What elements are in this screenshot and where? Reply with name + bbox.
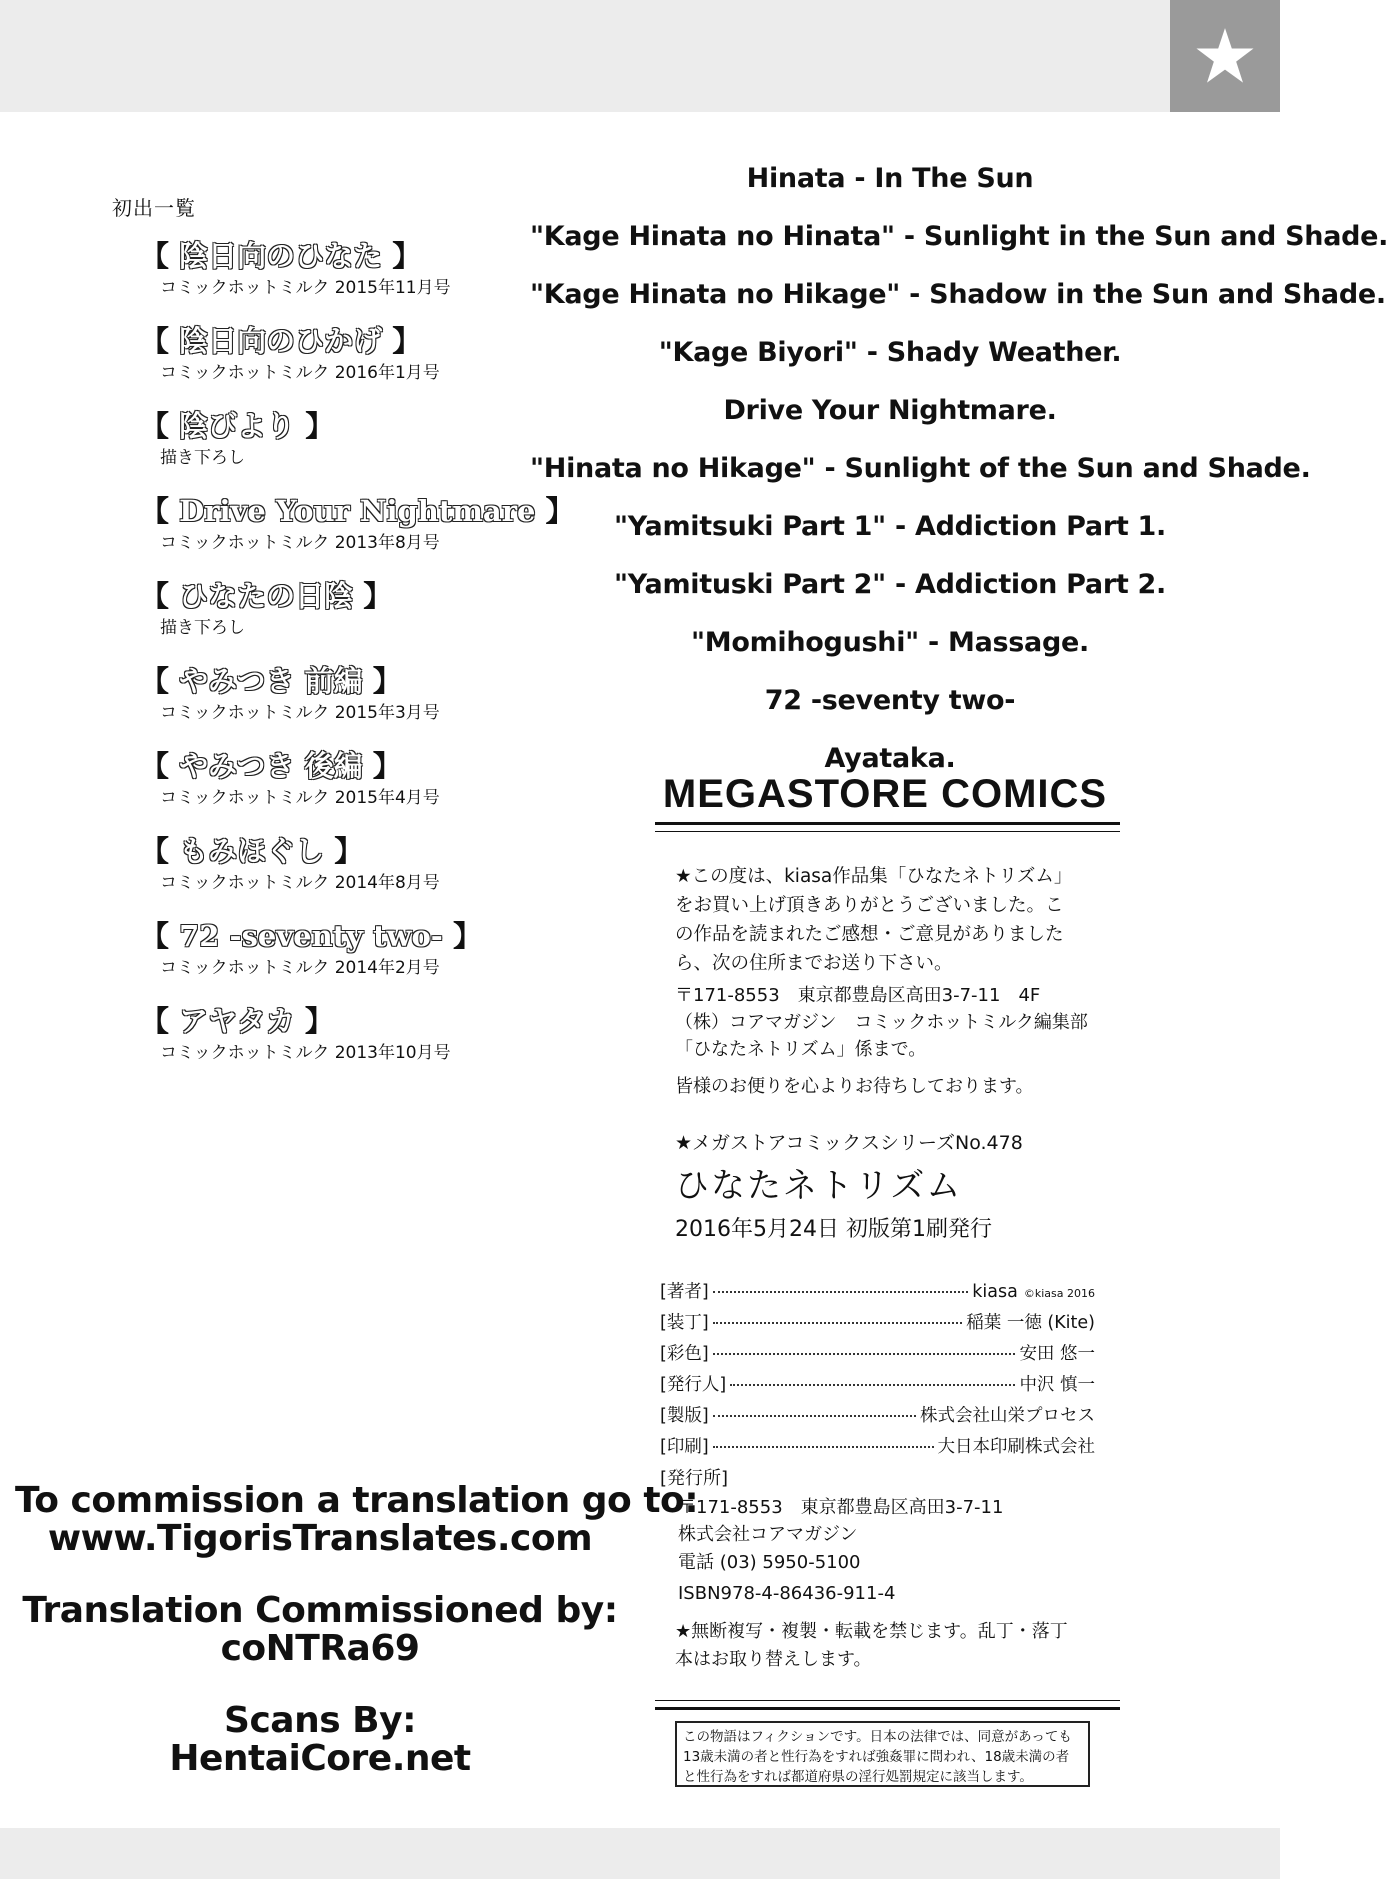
story-title-text: アヤタカ	[179, 1004, 295, 1038]
colophon-label: [彩色]	[660, 1344, 709, 1364]
bracket-open-icon: 【	[140, 324, 180, 358]
colophon-value	[1019, 1340, 1095, 1365]
fiction-notice	[675, 1721, 1090, 1787]
book-title: ひなたネトリズム	[675, 1166, 963, 1206]
star-icon	[1194, 25, 1256, 87]
copyright-warning	[675, 1618, 1105, 1674]
commission-url: www.TigorisTranslates.com	[47, 1518, 593, 1559]
story-title-text: 陰日向のひかげ	[179, 324, 383, 358]
commissioned-line: Translation Commissioned by:	[22, 1590, 618, 1631]
bracket-close-icon: 】	[324, 834, 364, 868]
fiction-line: この物語はフィクションです。日本の法律では、同意があっても	[683, 1729, 1072, 1745]
colophon-value	[938, 1433, 1096, 1458]
commissioner-name: coNTRa69	[220, 1628, 420, 1669]
translation-line: "Yamituski Part 2" - Addiction Part 2.	[613, 569, 1166, 600]
translation-line: Drive Your Nightmare.	[723, 395, 1057, 426]
story-title-text: ひなたの日陰	[179, 579, 354, 613]
bracket-close-icon: 】	[535, 494, 575, 528]
bracket-close-icon: 】	[294, 1004, 334, 1038]
story-source: コミックホットミルク 2015年3月号	[160, 703, 440, 723]
story-title-text: やみつき 前編	[179, 664, 363, 698]
bracket-close-icon: 】	[362, 664, 402, 698]
dot-leader	[730, 1384, 1015, 1386]
fiction-line: 13歳未満の者と性行為をすれば強姦罪に問われ、18歳未満の者	[683, 1749, 1070, 1765]
bottom-rule	[655, 1700, 1120, 1710]
bracket-open-icon: 【	[140, 494, 180, 528]
translation-line: "Momihogushi" - Massage.	[691, 627, 1089, 658]
colophon-label: [著者]	[660, 1282, 709, 1302]
story-source: コミックホットミルク 2013年8月号	[160, 533, 440, 553]
publisher-tel: 電話 (03) 5950-5100	[678, 1552, 861, 1573]
isbn: ISBN978-4-86436-911-4	[678, 1583, 896, 1604]
translation-line: "Kage Hinata no Hikage" - Shadow in the Sun and Shade.	[530, 279, 1386, 310]
publisher-label: [発行所]	[660, 1468, 729, 1489]
bracket-close-icon: 】	[382, 239, 422, 273]
story-title-text: やみつき 後編	[179, 749, 363, 783]
bracket-open-icon: 【	[140, 919, 180, 953]
bracket-close-icon: 】	[382, 324, 422, 358]
bracket-close-icon: 】	[353, 579, 393, 613]
translation-line: Ayataka.	[824, 743, 956, 774]
colophon-value-text: 安田 悠一	[1019, 1344, 1095, 1364]
bracket-open-icon: 【	[140, 579, 180, 613]
label-logo: MEGASTORE COMICS	[662, 772, 1108, 816]
thanks-message	[675, 862, 1125, 978]
bracket-open-icon: 【	[140, 1004, 180, 1038]
story-title-text: 陰びより	[179, 409, 296, 443]
story-title-text: 72 -seventy two-	[179, 919, 443, 953]
story-source: コミックホットミルク 2015年11月号	[160, 278, 451, 298]
colophon-row	[660, 1278, 1095, 1309]
colophon-row	[660, 1340, 1095, 1371]
bracket-open-icon: 【	[140, 409, 180, 443]
story-title	[140, 917, 632, 955]
colophon-value-text: 大日本印刷株式会社	[937, 1437, 1095, 1457]
dot-leader	[713, 1353, 1016, 1355]
waiting-message: 皆様のお便りを心よりお待ちしております。	[675, 1076, 1034, 1097]
colophon-value-text: 中沢 慎一	[1019, 1375, 1095, 1395]
thanks-line: をお買い上げ頂きありがとうございました。こ	[675, 895, 1064, 916]
colophon-value	[1019, 1371, 1095, 1396]
translation-line: Hinata - In The Sun	[746, 163, 1034, 194]
translation-line: "Hinata no Hikage" - Sunlight of the Sun and Shade.	[530, 453, 1311, 484]
scans-source: HentaiCore.net	[169, 1738, 471, 1779]
first-appearance-heading: 初出一覧	[112, 196, 196, 220]
address-line: 〒171-8553 東京都豊島区高田3-7-11 4F	[675, 985, 1041, 1006]
dot-leader	[713, 1446, 934, 1448]
colophon-label: [装丁]	[660, 1313, 709, 1333]
publisher-company: 株式会社コアマガジン	[678, 1524, 858, 1545]
first-appearance-item	[140, 832, 632, 917]
colophon-value-text: kiasa	[972, 1282, 1018, 1302]
bracket-open-icon: 【	[140, 834, 180, 868]
colophon-value	[920, 1402, 1095, 1427]
colophon-row	[660, 1402, 1095, 1433]
warning-line: 本はお取り替えします。	[675, 1649, 872, 1670]
warning-line: ★無断複写・複製・転載を禁じます。乱丁・落丁	[675, 1621, 1068, 1642]
colophon-row	[660, 1309, 1095, 1340]
bottom-band	[0, 1828, 1280, 1879]
colophon-value	[966, 1309, 1095, 1334]
story-title	[140, 832, 632, 870]
story-source: コミックホットミルク 2015年4月号	[160, 788, 440, 808]
colophon-label: [印刷]	[660, 1437, 709, 1457]
address-line: 「ひなたネトリズム」係まで。	[675, 1039, 927, 1060]
bracket-open-icon: 【	[140, 664, 180, 698]
publisher-address	[678, 1494, 1003, 1548]
story-title-text: 陰日向のひなた	[179, 239, 383, 273]
colophon-note: ©kiasa 2016	[1023, 1287, 1095, 1300]
bracket-close-icon: 】	[442, 919, 482, 953]
dot-leader	[713, 1415, 916, 1417]
corner-tab	[1170, 0, 1280, 112]
issue-date: 2016年5月24日 初版第1刷発行	[675, 1217, 992, 1242]
scans-line: Scans By:	[224, 1700, 416, 1741]
publisher-address-line: 〒171-8553 東京都豊島区高田3-7-11	[678, 1497, 1004, 1518]
story-title-text: もみほぐし	[179, 834, 325, 868]
first-appearance-item	[140, 1002, 632, 1087]
thanks-line: ★この度は、kiasa作品集「ひなたネトリズム」	[675, 866, 1073, 887]
dot-leader	[713, 1322, 963, 1324]
label-rule	[655, 822, 1120, 832]
colophon-value-text: 稲葉 一徳 (Kite)	[966, 1313, 1095, 1333]
colophon	[660, 1278, 1095, 1464]
colophon-row	[660, 1371, 1095, 1402]
colophon-value-text: 株式会社山栄プロセス	[920, 1406, 1095, 1426]
translation-line: "Yamitsuki Part 1" - Addiction Part 1.	[613, 511, 1166, 542]
translation-line: 72 -seventy two-	[764, 685, 1016, 716]
story-title-text: Drive Your Nightmare	[179, 494, 536, 528]
story-title	[140, 1002, 632, 1040]
translation-line: "Kage Hinata no Hinata" - Sunlight in the Sun and Shade.	[530, 221, 1388, 252]
fiction-line: と性行為をすれば都道府県の淫行処罰規定に該当します。	[683, 1769, 1033, 1785]
series-number: ★メガストアコミックスシリーズNo.478	[675, 1132, 1023, 1154]
colophon-label: [製版]	[660, 1406, 709, 1426]
dot-leader	[713, 1291, 969, 1293]
address-line: （株）コアマガジン コミックホットミルク編集部	[675, 1012, 1088, 1033]
first-appearance-item	[140, 917, 632, 1002]
translation-list	[530, 150, 1388, 788]
translation-line: "Kage Biyori" - Shady Weather.	[658, 337, 1122, 368]
bracket-open-icon: 【	[140, 749, 180, 783]
mail-address	[675, 982, 1135, 1063]
colophon-label: [発行人]	[660, 1375, 727, 1395]
colophon-value	[972, 1282, 1095, 1302]
story-source: コミックホットミルク 2013年10月号	[160, 1043, 451, 1063]
colophon-row	[660, 1433, 1095, 1464]
commission-line: To commission a translation go to:	[15, 1480, 699, 1521]
top-band	[0, 0, 1280, 112]
story-source: 描き下ろし	[160, 618, 245, 638]
story-source: コミックホットミルク 2014年8月号	[160, 873, 440, 893]
story-source: コミックホットミルク 2016年1月号	[160, 363, 440, 383]
bracket-close-icon: 】	[295, 409, 335, 443]
bracket-close-icon: 】	[362, 749, 402, 783]
story-source: 描き下ろし	[160, 448, 245, 468]
thanks-line: の作品を読まれたご感想・ご意見がありました	[675, 924, 1064, 945]
story-source: コミックホットミルク 2014年2月号	[160, 958, 440, 978]
bracket-open-icon: 【	[140, 239, 180, 273]
thanks-line: ら、次の住所までお送り下さい。	[675, 953, 953, 974]
translation-credits	[15, 1480, 699, 1779]
